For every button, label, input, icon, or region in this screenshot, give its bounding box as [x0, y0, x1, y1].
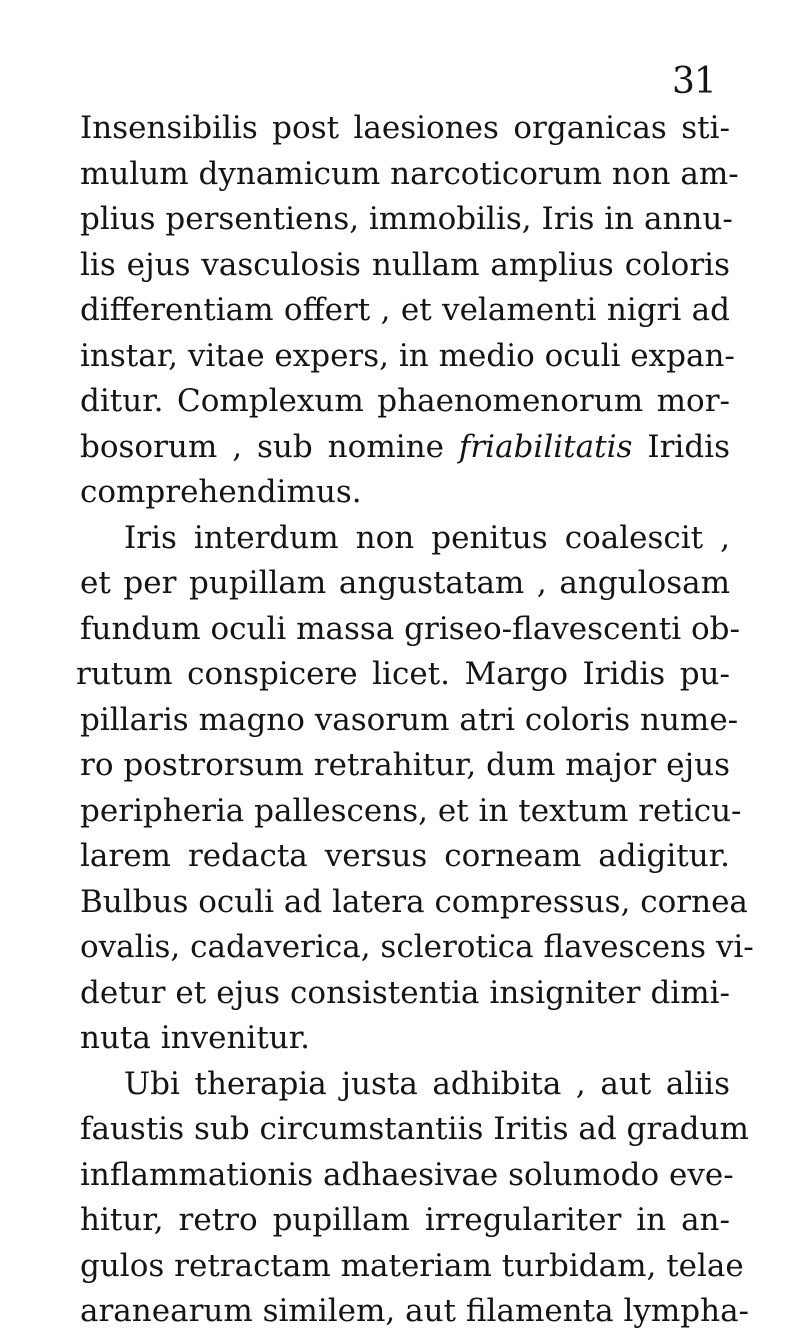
text-line: fundum oculi massa griseo-flavescenti ob- [80, 610, 740, 647]
text-segment: bosorum , sub nomine [80, 428, 459, 465]
text-line: mulum dynamicum narcoticorum non am- [80, 155, 739, 192]
text-line: et per pupillam angustatam , angulosam [80, 565, 730, 601]
paragraph-start-line: Iris interdum non penitus coalescit , [124, 519, 730, 556]
text-line: hitur, retro pupillam irregulariter in an- [80, 1202, 730, 1238]
text-line: ro postrorsum retrahitur, dum major ejus [80, 747, 730, 783]
text-line: larem redacta versus corneam adigitur. [80, 838, 730, 874]
text-line: nuta invenitur. [80, 1020, 311, 1056]
text-line: faustis sub circumstantiis Iritis ad gradum [80, 1111, 749, 1147]
text-line: ovalis, cadaverica, sclerotica flavescens vi- [80, 929, 754, 965]
text-line: differentiam offert , et velamenti nigri ad [80, 292, 730, 328]
text-line: lis ejus vasculosis nullam amplius coloris [80, 246, 730, 283]
text-segment: Iridis [632, 428, 730, 465]
text-line: aranearum similem, aut filamenta lympha- [80, 1293, 750, 1329]
text-line: ditur. Complexum phaenomenorum mor- [80, 383, 730, 419]
italic-term: friabilitatis [458, 428, 633, 465]
text-line: comprehendimus. [80, 474, 362, 510]
text-line: Insensibilis post laesiones organicas sti- [80, 110, 730, 146]
page-number: 31 [672, 61, 716, 102]
body-text [76, 106, 754, 1335]
text-line: gulos retractam materiam turbidam, telae [80, 1247, 744, 1284]
text-line: Bulbus oculi ad latera compressus, cornea [80, 883, 748, 920]
text-line: pillaris magno vasorum atri coloris nume- [80, 701, 739, 738]
paragraph-start-line: Ubi therapia justa adhibita , aut aliis [124, 1065, 730, 1102]
text-line: inflammationis adhaesivae solumodo eve- [80, 1156, 734, 1193]
text-line: plius persentiens, immobilis, Iris in annu- [80, 201, 733, 237]
text-line: instar, vitae expers, in medio oculi expan- [80, 337, 735, 374]
text-line: rutum conspicere licet. Margo Iridis pu- [76, 656, 730, 692]
text-line: peripheria pallescens, et in textum reticu- [80, 792, 742, 829]
text-line-with-italic [80, 425, 730, 471]
text-line: detur et ejus consistentia insigniter dimi- [80, 974, 730, 1011]
